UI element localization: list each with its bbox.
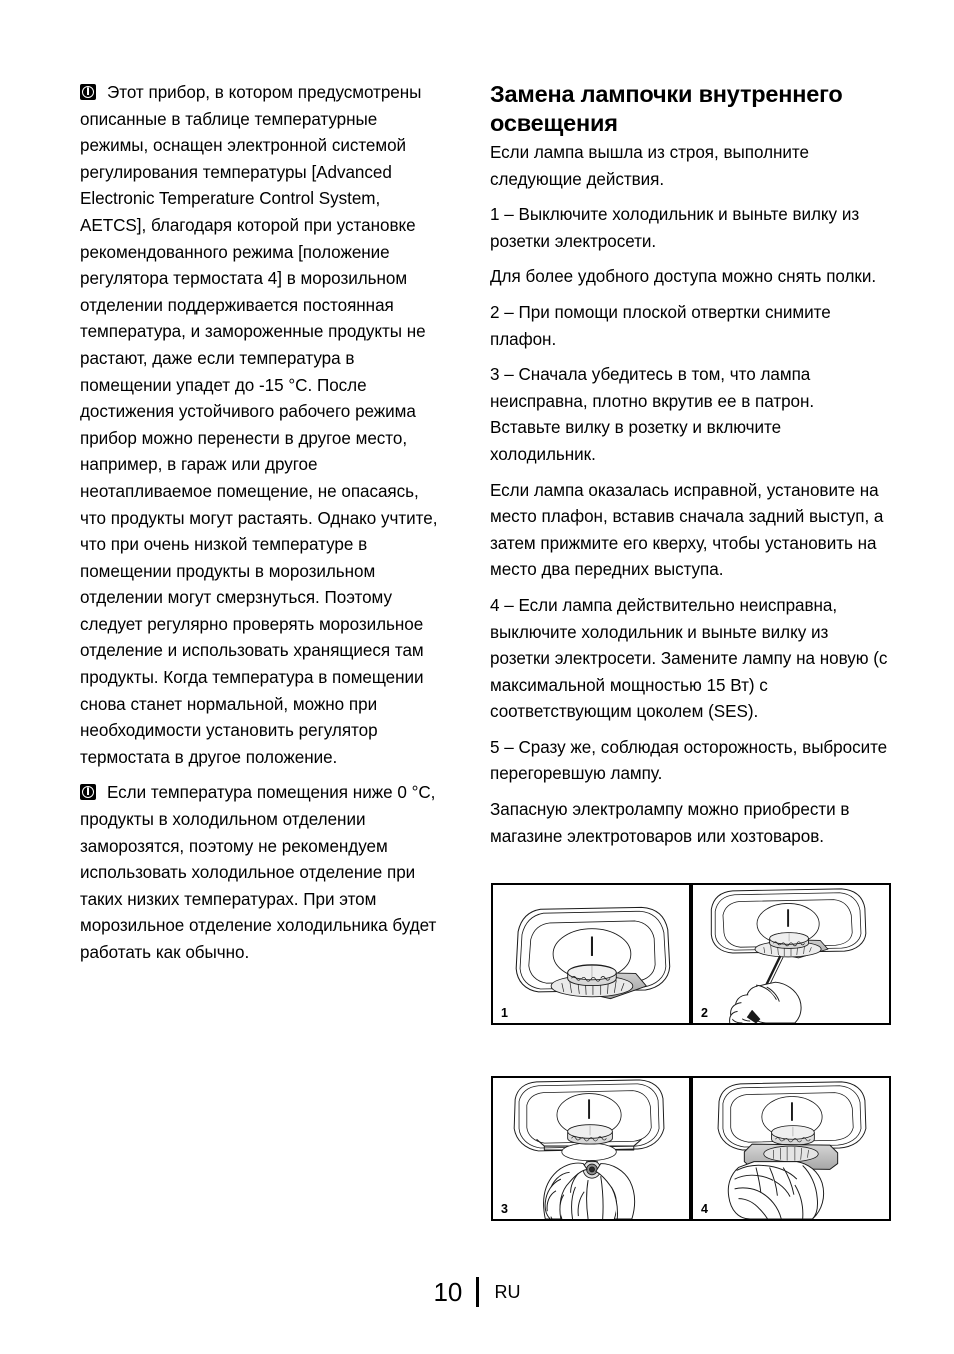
page-footer bbox=[0, 1277, 954, 1317]
figure-number: 1 bbox=[501, 1005, 508, 1020]
refit-cover-illustration-4 bbox=[693, 1078, 889, 1219]
spare-lamp-paragraph: Запасную электролампу можно приобрести в магазине электротоваров или хозтоваров. bbox=[490, 800, 850, 846]
step-1-paragraph: 1 – Выключите холодильник и выньте вилку из розетки электросети. bbox=[490, 205, 860, 251]
illustration-grid bbox=[491, 883, 891, 1221]
figure-number: 3 bbox=[501, 1201, 508, 1216]
left-text-column bbox=[80, 80, 448, 976]
language-code: RU bbox=[494, 1282, 521, 1302]
step-2-paragraph: 2 – При помощи плоской отвертки снимите плафон. bbox=[490, 302, 831, 349]
figure-number: 4 bbox=[701, 1201, 708, 1216]
shelf-removal-note: Для более удобного доступа можно снять полки. bbox=[490, 267, 877, 287]
info-icon bbox=[80, 784, 96, 800]
intro-paragraph: Если лампа вышла из строя, выполните следующие действия. bbox=[490, 143, 809, 189]
step-5-paragraph: 5 – Сразу же, соблюдая осторожность, выбросите перегоревшую лампу. bbox=[490, 737, 888, 784]
step-4-paragraph: 4 – Если лампа действительно неисправна, выключите холодильник и выньте вилку из розетки электросети. Замените лампу на новую (с максимальной мощностью 15 Вт) с соответствующим цоколем (SES). bbox=[490, 595, 888, 722]
note-paragraph-1-text: Этот прибор, в котором предусмотрены описанные в таблице температурные режимы, оснащен электронной системой регулирования температуры [Advanced Electronic Temperature Control System, AETCS], благодаря которой при установке рекомендованного режима [положение регулятора термостата 4] в морозильном отделении поддерживается постоянная температура, и замороженные продукты не растают, даже если температура в помещении упадет до -15 °C. После достижения устойчивого рабочего режима прибор можно перенести в другое место, например, в гараж или другое неотапливаемое помещение, не опасаясь, что продукты могут растаять. Однако учтите, что при очень низкой температуре в помещении продукты в морозильном отделении могут смерзнуться. Поэтому следует регулярно проверять морозильное отделение и использовать хранящиеся там продукты. Когда температура в помещении снова станет нормальной, можно при необходимости установить регулятор термостата в другое положение. bbox=[80, 83, 438, 767]
info-icon bbox=[80, 84, 96, 100]
page-title: Замена лампочки внутреннего освещения bbox=[490, 81, 843, 136]
figure-panel-3 bbox=[491, 1076, 691, 1221]
note-paragraph-2 bbox=[80, 780, 448, 966]
note-paragraph-1 bbox=[80, 80, 448, 771]
screwdriver-removal-illustration-2 bbox=[693, 885, 889, 1023]
note-paragraph-2-text: Если температура помещения ниже 0 °C, продукты в холодильном отделении заморозятся, поэтому не рекомендуем использовать холодильное отделение при таких низких температурах. При этом морозильное отделение холодильника будет работать как обычно. bbox=[80, 783, 437, 962]
lamp-ok-paragraph: Если лампа оказалась исправной, установите на место плафон, вставив сначала задний выступ, а затем прижмите его кверху, чтобы установить на место два передних выступа. bbox=[490, 480, 884, 580]
right-text-column bbox=[490, 80, 888, 859]
figure-panel-1 bbox=[491, 883, 691, 1025]
page-number: 10 bbox=[433, 1277, 463, 1307]
step-3-paragraph: 3 – Сначала убедитесь в том, что лампа неисправна, плотно вкрутив ее в патрон. Вставьте вилку в розетку и включите холодильник. bbox=[490, 365, 815, 464]
figure-panel-4 bbox=[691, 1076, 891, 1221]
bulb-in-hand-illustration-3 bbox=[493, 1078, 689, 1219]
figure-panel-2 bbox=[691, 883, 891, 1025]
light-fixture-illustration-1 bbox=[493, 885, 689, 1023]
figure-number: 2 bbox=[701, 1005, 708, 1020]
